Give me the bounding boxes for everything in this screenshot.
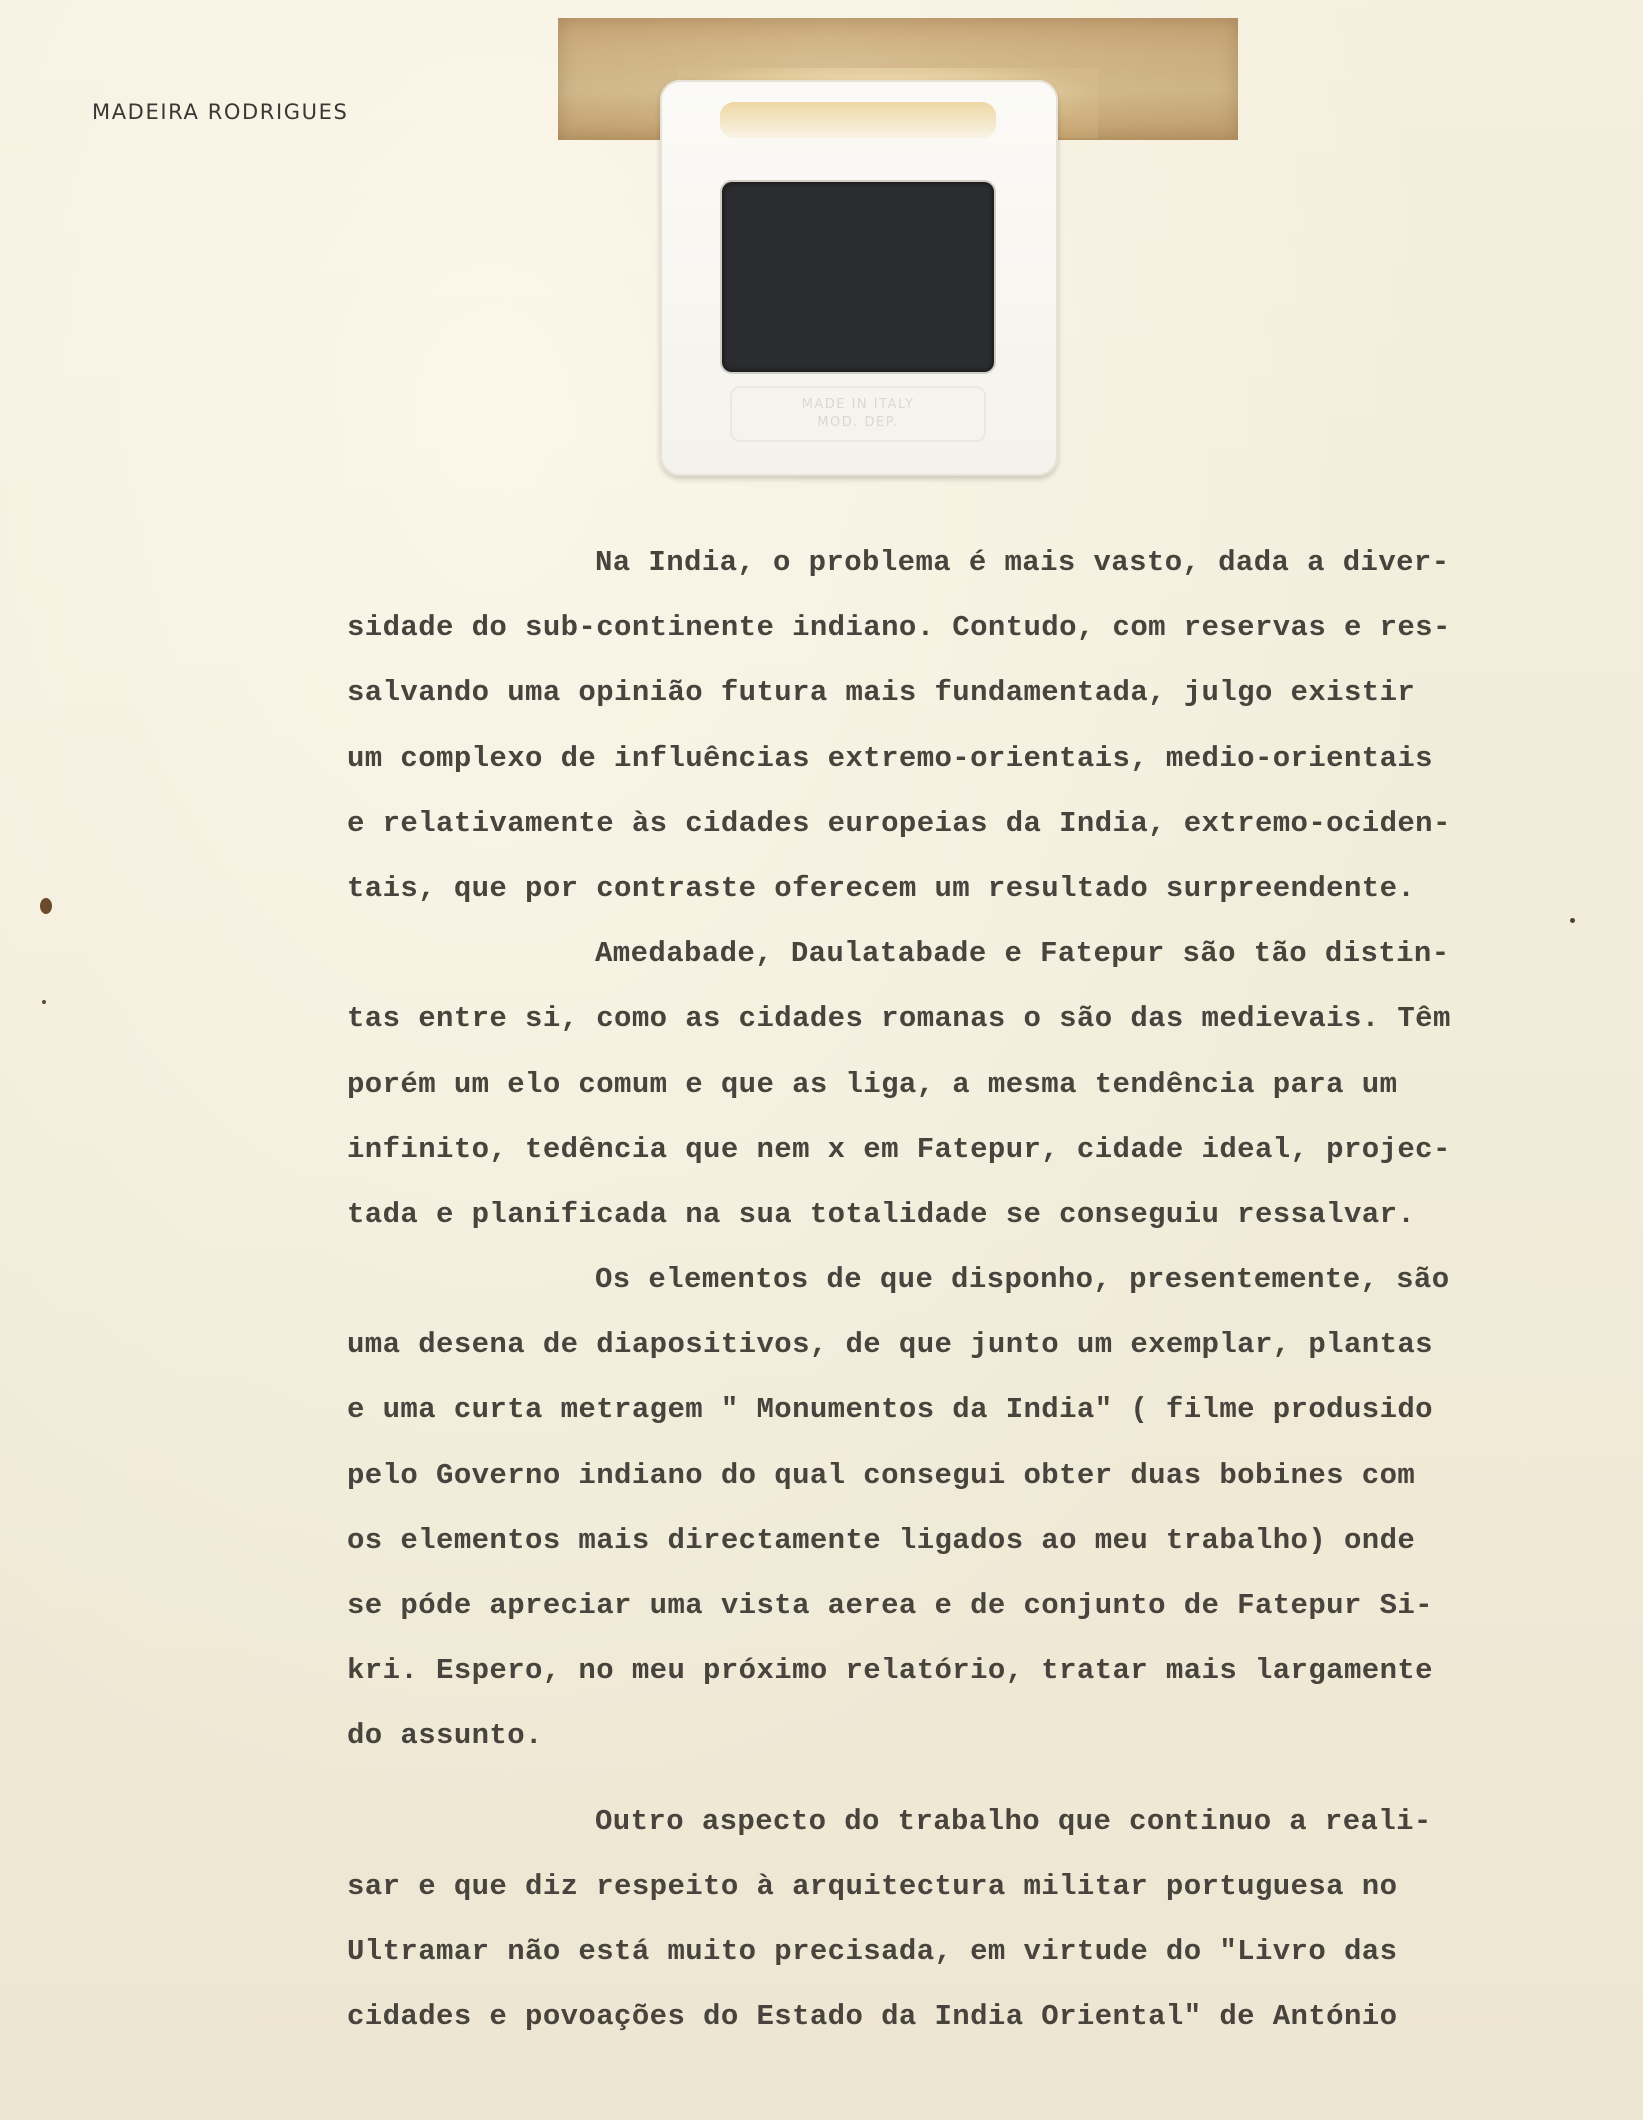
slide-label-line-2: MOD. DEP. bbox=[817, 415, 899, 430]
body-text bbox=[347, 530, 1477, 2049]
text-line: pelo Governo indiano do qual consegui obter duas bobines com bbox=[347, 1458, 1416, 1492]
slide-mount-tape-residue bbox=[720, 102, 996, 138]
text-line: Ultramar não está muito precisada, em virtude do "Livro das bbox=[347, 1934, 1398, 1968]
letterhead: MADEIRA RODRIGUES bbox=[92, 100, 349, 124]
slide-mount bbox=[660, 80, 1058, 476]
text-line: e uma curta metragem " Monumentos da India" ( filme produsido bbox=[347, 1393, 1433, 1427]
text-line: os elementos mais directamente ligados ao meu trabalho) onde bbox=[347, 1523, 1416, 1557]
text-line: Outro aspecto do trabalho que continuo a reali- bbox=[595, 1804, 1432, 1838]
text-line: salvando uma opinião futura mais fundamentada, julgo existir bbox=[347, 676, 1416, 710]
text-line: tada e planificada na sua totalidade se conseguiu ressalvar. bbox=[347, 1197, 1416, 1231]
slide-label-line-1: MADE IN ITALY bbox=[801, 397, 915, 412]
text-line: sar e que diz respeito à arquitectura militar portuguesa no bbox=[347, 1869, 1398, 1903]
ink-speck bbox=[1570, 918, 1575, 923]
text-line: porém um elo comum e que as liga, a mesma tendência para um bbox=[347, 1067, 1398, 1101]
text-line: um complexo de influências extremo-orientais, medio-orientais bbox=[347, 741, 1433, 775]
text-line: infinito, tedência que nem x em Fatepur, cidade ideal, projec- bbox=[347, 1132, 1451, 1166]
text-line: se póde apreciar uma vista aerea e de conjunto de Fatepur Si- bbox=[347, 1589, 1433, 1622]
ink-blot bbox=[40, 898, 52, 914]
text-line: tas entre si, como as cidades romanas o são das medievais. Têm bbox=[347, 1002, 1451, 1036]
text-line: Amedabade, Daulatabade e Fatepur são tão distin- bbox=[595, 937, 1450, 971]
text-line: Na India, o problema é mais vasto, dada a diver- bbox=[595, 546, 1450, 579]
text-line: kri. Espero, no meu próximo relatório, tratar mais largamente bbox=[347, 1654, 1433, 1688]
ink-speck bbox=[42, 1000, 46, 1004]
text-line: e relativamente às cidades europeias da India, extremo-ociden- bbox=[347, 806, 1451, 840]
text-line: cidades e povoações do Estado da India Oriental" de António bbox=[347, 2000, 1398, 2034]
text-line: sidade do sub-continente indiano. Contudo, com reservas e res- bbox=[347, 611, 1451, 645]
text-line: uma desena de diapositivos, de que junto um exemplar, plantas bbox=[347, 1328, 1433, 1362]
paragraph-gap bbox=[347, 1769, 1477, 1789]
slide-film-window bbox=[722, 182, 994, 372]
text-line: tais, que por contraste oferecem um resultado surpreendente. bbox=[347, 871, 1416, 905]
slide-mount-label bbox=[730, 386, 986, 442]
text-line: Os elementos de que disponho, presentemente, são bbox=[595, 1263, 1450, 1297]
text-line: do assunto. bbox=[347, 1719, 543, 1753]
